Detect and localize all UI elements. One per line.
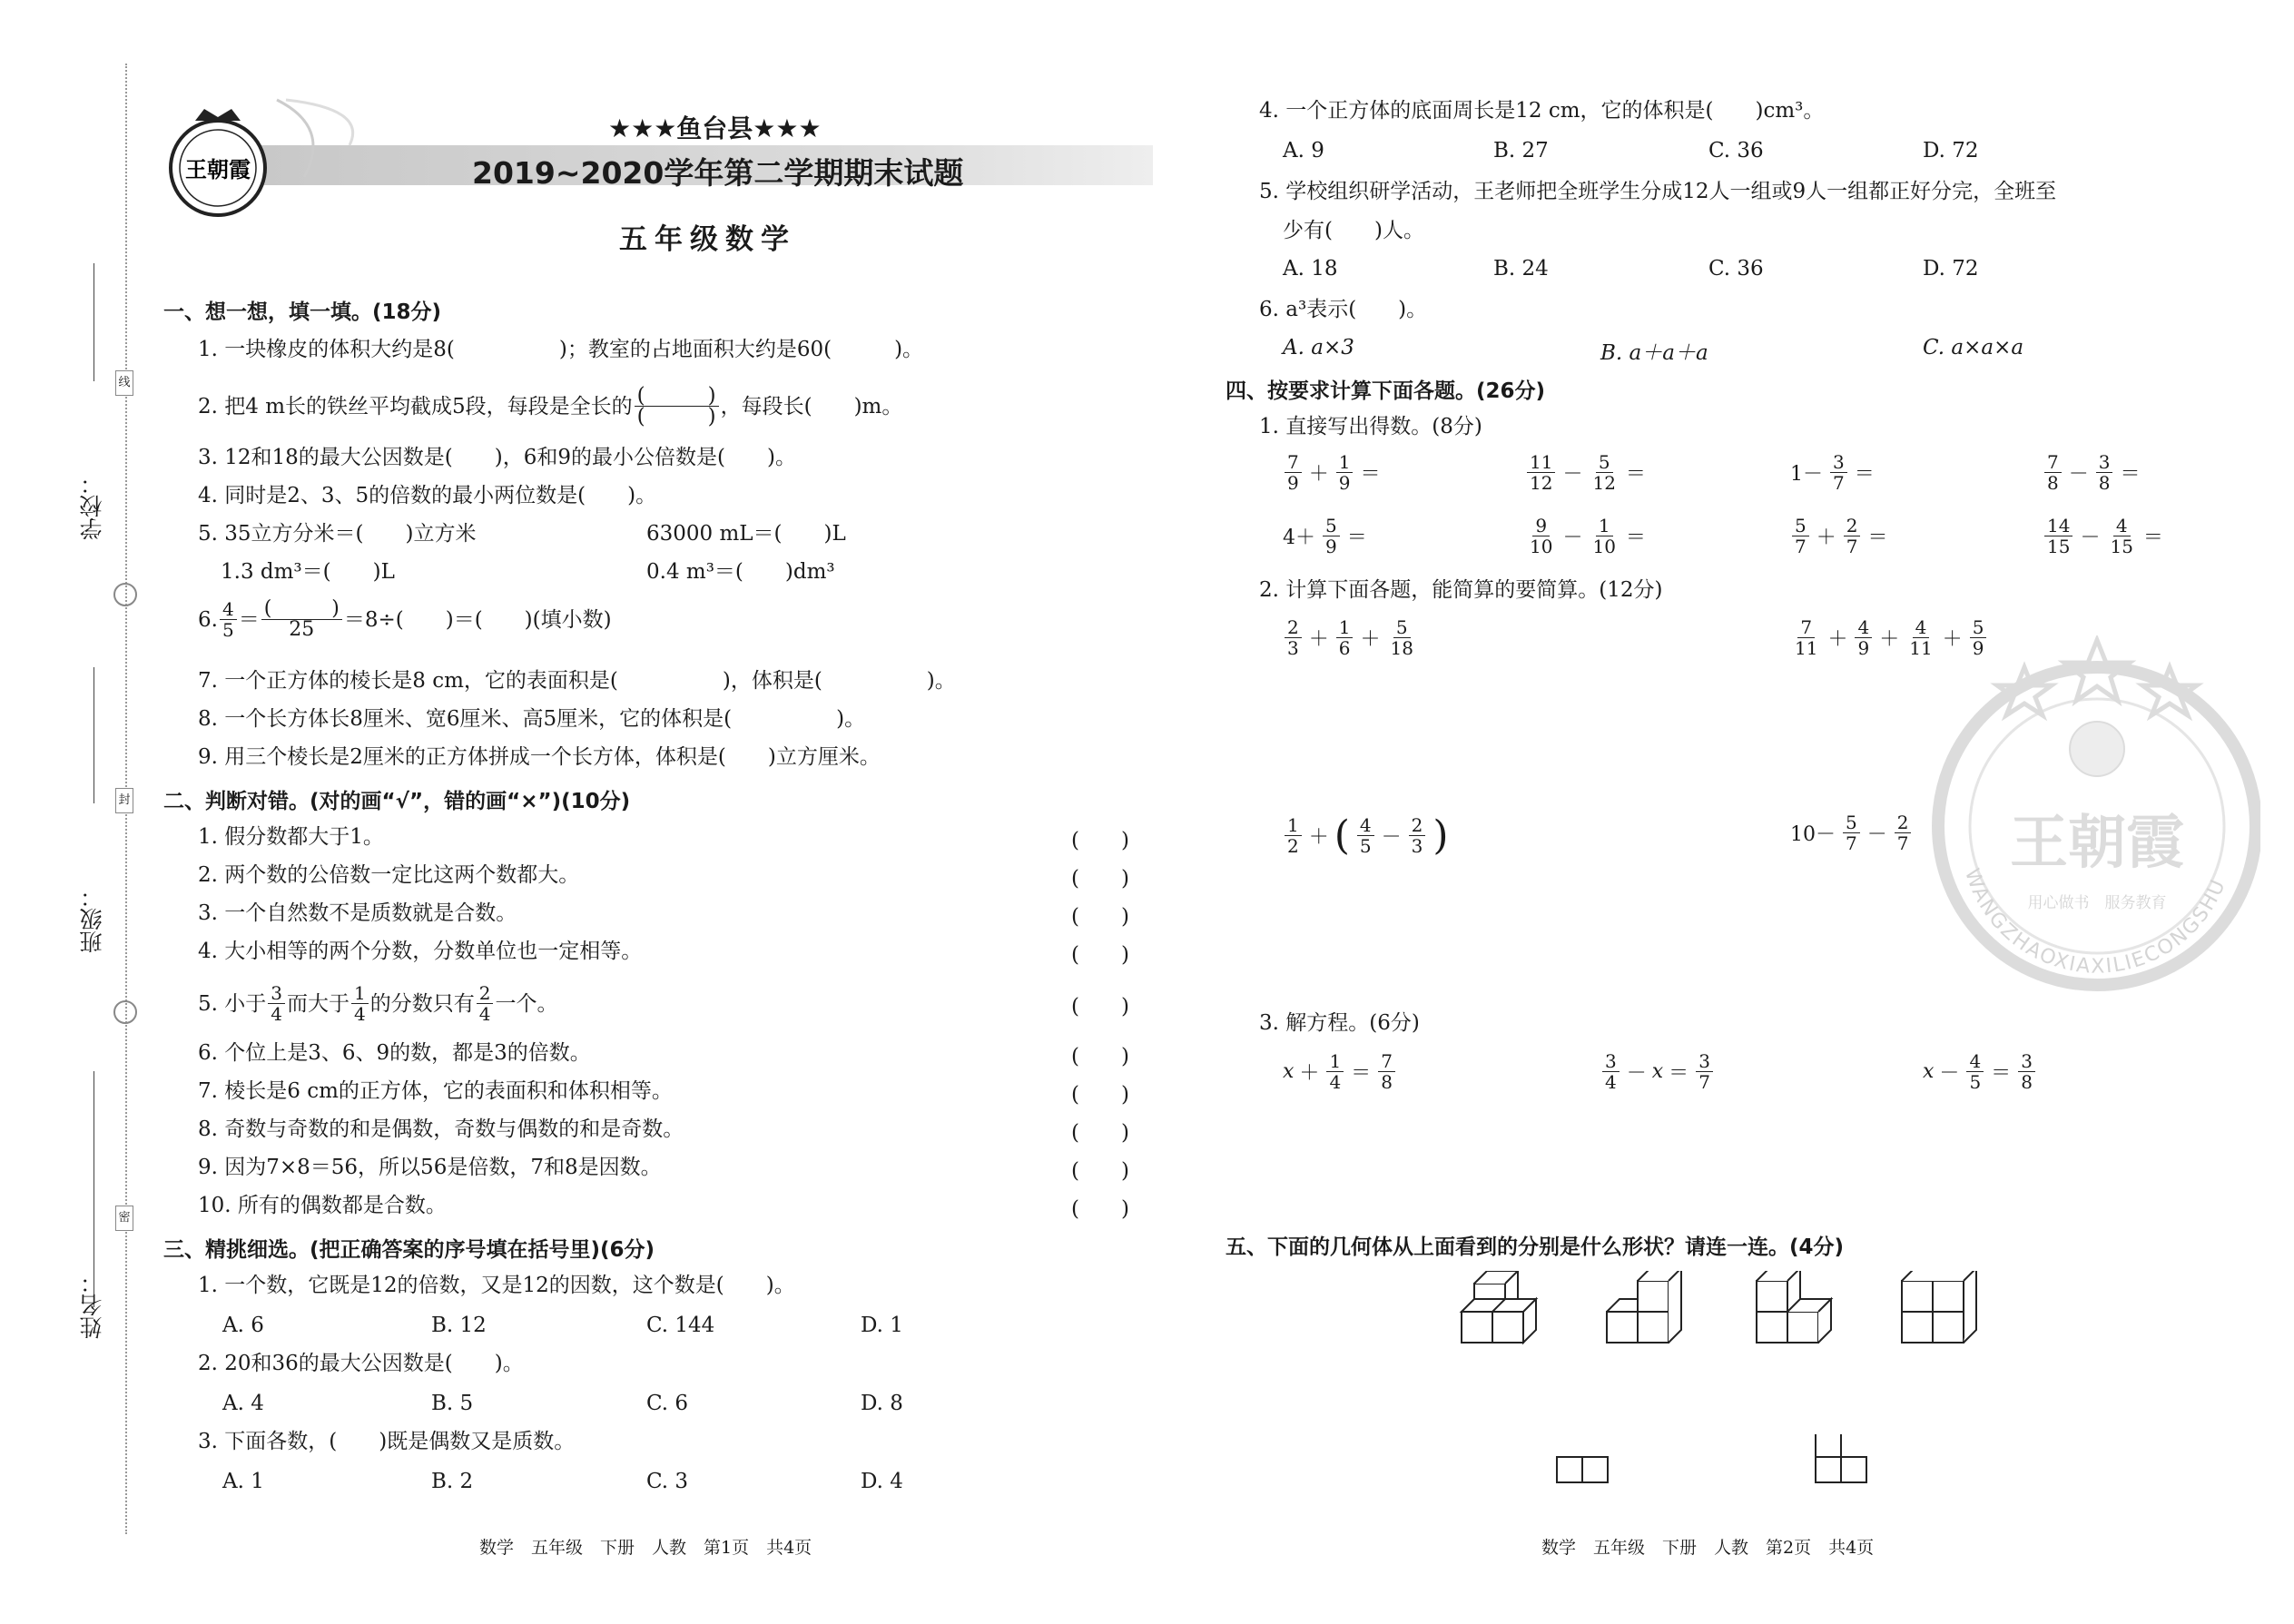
fraction-4-5: $\frac{4}{5}$ — [220, 599, 237, 640]
line-box: 线 — [115, 370, 133, 396]
class-label: 班级： — [79, 885, 105, 953]
top-views — [1552, 1434, 1897, 1534]
mi-box: 密 — [115, 1206, 133, 1231]
choice-5-cont: 少有( )人。 — [1283, 219, 1424, 242]
choice-4: 4. 一个正方体的底面周长是12 cm，它的体积是( )cm³。 — [1259, 99, 1825, 123]
choice-5-option: C. 36 — [1708, 257, 1764, 281]
answer-paren[interactable]: ( ) — [1071, 829, 1129, 852]
choice-4-option: D. 72 — [1923, 139, 1979, 162]
section-1-title: 一、想一想，填一填。(18分) — [163, 300, 442, 324]
equation: x ＋ $\frac{1}{4}$ ＝ $\frac{7}{8}$ — [1283, 1051, 1397, 1092]
name-label: 姓名： — [79, 1271, 105, 1339]
choice-6: 6. a³表示( )。 — [1259, 298, 1428, 321]
section-4-title: 四、按要求计算下面各题。(26分) — [1226, 379, 1546, 403]
oral-calc: $\frac{9}{10}$ － $\frac{1}{10}$ ＝ — [1530, 515, 1646, 557]
watermark-slogan: 用心做书 服务教育 — [2027, 894, 2167, 912]
top-view-2 — [1816, 1434, 1866, 1482]
watermark-seal — [1925, 635, 2260, 999]
judge-2: 2. 两个数的公倍数一定比这两个数都大。 — [198, 863, 580, 887]
answer-paren[interactable]: ( ) — [1071, 995, 1129, 1019]
judge-1: 1. 假分数都大于1。 — [198, 825, 384, 849]
oral-calc: $\frac{7}{9}$ ＋ $\frac{1}{9}$ ＝ — [1283, 452, 1381, 493]
question-1-7: 7. 一个正方体的棱长是8 cm，它的表面积是( )，体积是( )。 — [198, 669, 956, 693]
answer-paren[interactable]: ( ) — [1071, 1121, 1129, 1145]
choice-1-option: C. 144 — [646, 1314, 715, 1337]
portrait-icon — [2070, 722, 2124, 776]
choice-6-option: C. a×a×a — [1923, 336, 2024, 359]
calc-expression: $\frac{1}{2}$ ＋ ( $\frac{4}{5}$ － $\frac{2}{3}$ ) — [1283, 812, 1449, 859]
question-1-8: 8. 一个长方体长8厘米、宽6厘米、高5厘米，它的体积是( )。 — [198, 707, 866, 731]
choice-5-option: D. 72 — [1923, 257, 1979, 281]
choice-3-option: D. 4 — [861, 1470, 903, 1493]
oral-calc: 1－ $\frac{3}{7}$ ＝ — [1790, 451, 1875, 494]
question-1-9: 9. 用三个棱长是2厘米的正方体拼成一个长方体，体积是( )立方厘米。 — [198, 745, 881, 769]
judge-3: 3. 一个自然数不是质数就是合数。 — [198, 901, 517, 925]
page-footer-2: 数学 五年级 下册 人教 第2页 共4页 — [1541, 1538, 1875, 1558]
binding-hole-icon — [113, 1000, 137, 1024]
judge-4: 4. 大小相等的两个分数，分数单位也一定相等。 — [198, 940, 643, 963]
section-4-part-3: 3. 解方程。(6分) — [1259, 1011, 1420, 1035]
answer-paren[interactable]: ( ) — [1071, 1159, 1129, 1183]
section-5-title: 五、下面的几何体从上面看到的分别是什么形状？请连一连。(4分) — [1226, 1235, 1845, 1259]
answer-paren[interactable]: ( ) — [1071, 1083, 1129, 1107]
judge-7: 7. 棱长是6 cm的正方体，它的表面积和体积相等。 — [198, 1079, 673, 1103]
choice-1-option: A. 6 — [222, 1314, 264, 1337]
answer-paren[interactable]: ( ) — [1071, 1197, 1129, 1221]
school-label: 学校： — [79, 472, 105, 540]
judge-6: 6. 个位上是3、6、9的数，都是3的倍数。 — [198, 1041, 591, 1065]
page-footer-1: 数学 五年级 下册 人教 第1页 共4页 — [479, 1538, 812, 1558]
choice-2-option: C. 6 — [646, 1392, 689, 1415]
choice-5-option: B. 24 — [1493, 257, 1549, 281]
choice-3: 3. 下面各数，( )既是偶数又是质数。 — [198, 1430, 576, 1453]
calc-expression: $\frac{7}{11}$ ＋ $\frac{4}{9}$ ＋ $\frac{4}{11}$ ＋ $\frac{5}{9}$ — [1790, 617, 1988, 658]
judge-10: 10. 所有的偶数都是合数。 — [198, 1194, 447, 1217]
star-icon — [1997, 640, 2197, 715]
calc-expression: 10－ $\frac{5}{7}$ － $\frac{2}{7}$ — [1790, 812, 1913, 853]
choice-4-option: A. 9 — [1283, 139, 1324, 162]
binding-hole-icon — [113, 583, 137, 606]
question-1-5a: 5. 35立方分米＝( )立方米 — [198, 522, 477, 546]
answer-paren[interactable]: ( ) — [1071, 867, 1129, 891]
blank-fraction-25: $\frac{( )}{25}$ — [261, 599, 342, 640]
question-1-5c: 1.3 dm³＝( )L — [221, 560, 395, 584]
choice-1-option: D. 1 — [861, 1314, 903, 1337]
oral-calc: $\frac{5}{7}$ ＋ $\frac{2}{7}$ ＝ — [1790, 516, 1888, 556]
oral-calc: 4＋ $\frac{5}{9}$ ＝ — [1283, 515, 1367, 557]
question-1-2: 2. 把4 m长的铁丝平均截成5段，每段是全长的 $\frac{( )}{( )}$ ，每段长( )m。 — [198, 384, 903, 428]
choice-2: 2. 20和36的最大公因数是( )。 — [198, 1352, 524, 1375]
choice-3-option: B. 2 — [431, 1470, 474, 1493]
choice-4-option: B. 27 — [1493, 139, 1549, 162]
calc-expression: $\frac{2}{3}$ ＋ $\frac{1}{6}$ ＋ $\frac{5}{18}$ — [1283, 617, 1418, 658]
choice-5: 5. 学校组织研学活动，王老师把全班学生分成12人一组或9人一组都正好分完，全班至 — [1259, 180, 2057, 203]
watermark-ring-text: WANGZHAOXIAXILIECONGSHU — [1959, 865, 2231, 979]
question-1-1: 1. 一块橡皮的体积大约是8( )；教室的占地面积大约是60( )。 — [198, 338, 924, 361]
logo-text: 王朝霞 — [185, 156, 251, 182]
judge-9: 9. 因为7×8＝56，所以56是倍数，7和8是因数。 — [198, 1156, 662, 1179]
judge-8: 8. 奇数与奇数的和是偶数，奇数与偶数的和是奇数。 — [198, 1117, 684, 1141]
equation: x － $\frac{4}{5}$ ＝ $\frac{3}{8}$ — [1923, 1051, 2037, 1092]
section-4-part-1: 1. 直接写出得数。(8分) — [1259, 415, 1482, 438]
section-3-title: 三、精挑细选。(把正确答案的序号填在括号里)(6分) — [163, 1238, 655, 1262]
judge-5: 5. 小于 $\frac{3}{4}$ 而大于 $\frac{1}{4}$ 的分数只有 $\frac{2}{4}$ 一个。 — [198, 982, 558, 1025]
logo — [168, 104, 268, 222]
choice-5-option: A. 18 — [1283, 257, 1338, 281]
choice-2-option: A. 4 — [222, 1392, 264, 1415]
choice-2-option: B. 5 — [431, 1392, 474, 1415]
choice-2-option: D. 8 — [861, 1392, 903, 1415]
choice-3-option: A. 1 — [222, 1470, 264, 1493]
oral-calc: $\frac{7}{8}$ － $\frac{3}{8}$ ＝ — [2043, 452, 2141, 493]
blank-fraction: $\frac{( )}{( )}$ — [635, 386, 719, 427]
question-1-5b: 63000 mL＝( )L — [646, 522, 846, 546]
choice-3-option: C. 3 — [646, 1470, 689, 1493]
answer-paren[interactable]: ( ) — [1071, 905, 1129, 929]
choice-6-option: B. a＋a＋a — [1600, 341, 1708, 365]
choice-4-option: C. 36 — [1708, 139, 1764, 162]
subject-title: 五年级数学 — [619, 223, 796, 256]
question-1-3: 3. 12和18的最大公因数是( )，6和9的最小公倍数是( )。 — [198, 446, 796, 469]
answer-paren[interactable]: ( ) — [1071, 1045, 1129, 1068]
cube-figure-2 — [1607, 1271, 1681, 1343]
question-1-6: 6. $\frac{4}{5}$ ＝ $\frac{( )}{25}$ ＝8÷( )＝( )(填小数) — [198, 597, 612, 641]
choice-1: 1. 一个数，它既是12的倍数，又是12的因数，这个数是( )。 — [198, 1274, 795, 1297]
oral-calc: $\frac{11}{12}$ － $\frac{5}{12}$ ＝ — [1525, 452, 1646, 493]
top-view-1 — [1557, 1457, 1608, 1482]
question-1-5d: 0.4 m³＝( )dm³ — [646, 560, 835, 584]
question-1-4: 4. 同时是2、3、5的倍数的最小两位数是( )。 — [198, 484, 657, 507]
oral-calc: $\frac{14}{15}$ － $\frac{4}{15}$ ＝ — [2043, 516, 2163, 556]
watermark-text: 王朝霞 — [2010, 809, 2184, 877]
section-4-part-2: 2. 计算下面各题，能简算的要简算。(12分) — [1259, 578, 1663, 602]
choice-1-option: B. 12 — [431, 1314, 487, 1337]
county-title: ★★★鱼台县★★★ — [608, 113, 822, 143]
cube-figure-1 — [1462, 1271, 1536, 1343]
cube-figure-4 — [1902, 1271, 1976, 1343]
exam-title: 2019~2020学年第二学期期末试题 — [472, 155, 964, 191]
seal-box: 封 — [115, 788, 133, 813]
answer-paren[interactable]: ( ) — [1071, 943, 1129, 967]
crown-icon — [168, 104, 268, 222]
cube-figure-3 — [1757, 1271, 1831, 1343]
choice-6-option: A. a×3 — [1283, 336, 1354, 359]
section-2-title: 二、判断对错。(对的画“√”，错的画“×”)(10分) — [163, 790, 631, 813]
solid-figures — [1452, 1271, 1997, 1371]
equation: $\frac{3}{4}$ － x ＝ $\frac{3}{7}$ — [1600, 1051, 1715, 1092]
